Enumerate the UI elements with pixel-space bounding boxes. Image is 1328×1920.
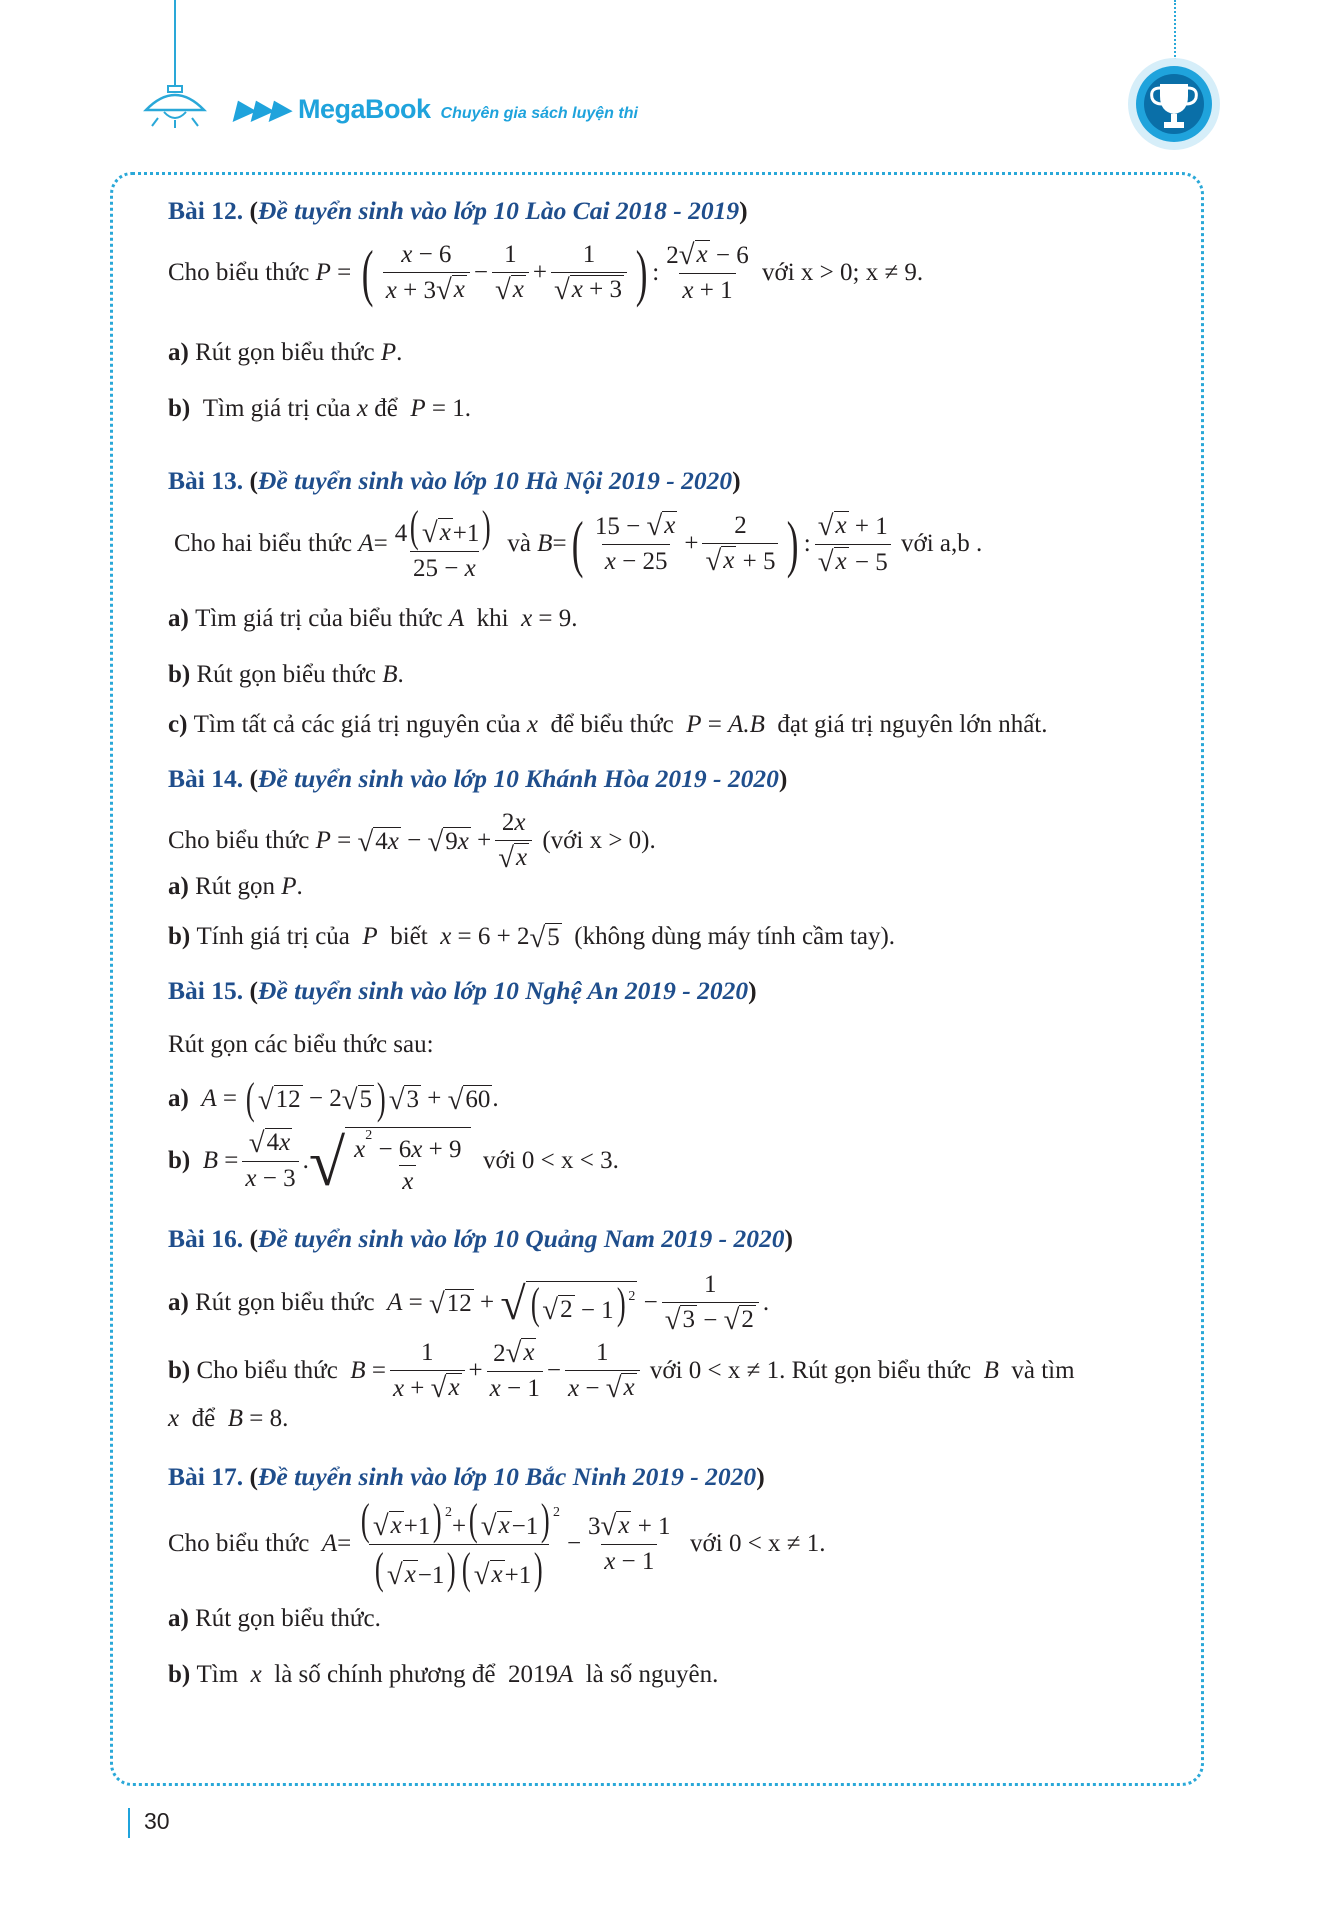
part-label: b)	[168, 1147, 191, 1174]
problem-number: Bài 17.	[168, 1462, 244, 1491]
problem-14-part-a: a) Rút gọn P .	[168, 873, 303, 900]
problem-source: Đề tuyển sinh vào lớp 10 Khánh Hòa 2019 - 2020	[257, 764, 779, 793]
problem-source: Đề tuyển sinh vào lớp 10 Bắc Ninh 2019 - 2020	[257, 1462, 757, 1491]
part-label: b)	[168, 1661, 191, 1688]
problem-13-part-c: c) Tìm tất cả các giá trị nguyên của x để biểu thức P = A.B đạt giá trị nguyên lớn nhất.	[168, 711, 1048, 738]
part-text: Cho biểu thức	[196, 1357, 338, 1384]
part-text: (không dùng máy tính cầm tay).	[574, 923, 896, 950]
problem-source: Đề tuyển sinh vào lớp 10 Hà Nội 2019 - 2020	[257, 466, 733, 495]
problem-number: Bài 15.	[168, 976, 244, 1005]
part-text: Tìm	[196, 1661, 239, 1688]
part-text: Rút gọn	[195, 873, 275, 900]
problem-12-title: Bài 12. ( Đề tuyển sinh vào lớp 10 Lào Cai 2018 - 2019 )	[168, 196, 748, 225]
brand-logo-mark: ▶▶▶	[234, 94, 288, 124]
problem-16-title: Bài 16. ( Đề tuyển sinh vào lớp 10 Quảng Nam 2019 - 2020 )	[168, 1224, 794, 1253]
statement-condition: với 0 < x < 3.	[483, 1147, 619, 1174]
statement-condition: (với x > 0).	[542, 827, 656, 854]
part-label: a)	[168, 1605, 189, 1632]
problem-13-part-b: b) Rút gọn biểu thức B .	[168, 661, 404, 688]
problem-17-statement: Cho biểu thức A = ( √ x +1) $^2$+( √ x −1) $^2$ ( √ x −1) ( √ x +1) − 3 √ x + 1 x − 1 với 0 < x ≠ 1.	[168, 1494, 826, 1593]
part-text: Rút gọn biểu thức.	[195, 1605, 381, 1632]
part-label: b)	[168, 395, 191, 422]
problem-source: Đề tuyển sinh vào lớp 10 Lào Cai 2018 - 2019	[257, 196, 740, 225]
lamp-icon	[138, 84, 212, 128]
problem-source: Đề tuyển sinh vào lớp 10 Quảng Nam 2019 - 2020	[257, 1224, 785, 1253]
problem-13-statement: Cho hai biểu thức A = 4( √ x +1) 25 − x và B = ( 15 − √ x x − 25 + 2 √ x + 5 ) : √ x + 1 √ x − 5 với a,b .	[174, 501, 983, 582]
trophy-icon	[1126, 56, 1222, 152]
problem-16-part-b: b) Cho biểu thức B = 1 x + √ x + 2 √ x x − 1 − 1 x − √ x với 0 < x ≠ 1. Rút gọn biểu thức B và tìm	[168, 1337, 1075, 1404]
part-text: với 0 < x ≠ 1. Rút gọn biểu thức	[649, 1357, 972, 1384]
problem-12-part-a: a) Rút gọn biểu thức P .	[168, 339, 403, 366]
problem-12-part-b: b) Tìm giá trị của x để P = 1.	[168, 395, 471, 422]
statement-intro: Rút gọn các biểu thức sau:	[168, 1031, 434, 1058]
problem-14-statement: Cho biểu thức P = √ 4x − √ 9x + 2x √ x (với x > 0).	[168, 809, 656, 874]
problem-source: Đề tuyển sinh vào lớp 10 Nghệ An 2019 - 2020	[257, 976, 749, 1005]
part-label: a)	[168, 605, 189, 632]
problem-14-part-b: b) Tính giá trị của P biết x = 6 + 2 √ 5 (không dùng máy tính cầm tay).	[168, 921, 896, 954]
part-text: để	[191, 1405, 216, 1432]
brand-tagline: Chuyên gia sách luyện thi	[440, 105, 638, 122]
statement-intro: Cho biểu thức	[168, 259, 310, 286]
part-label: c)	[168, 711, 188, 738]
problem-16-part-b-cont: x để B = 8.	[168, 1405, 289, 1432]
part-text: để biểu thức	[550, 711, 674, 738]
problem-17-part-b: b) Tìm x là số chính phương để 2019 A là số nguyên.	[168, 1661, 719, 1688]
part-text: Rút gọn biểu thức	[195, 1289, 375, 1316]
part-text: Tìm giá trị của	[202, 395, 351, 422]
part-label: a)	[168, 873, 189, 900]
part-text: Tính giá trị của	[196, 923, 350, 950]
statement-intro: Cho biểu thức	[168, 827, 310, 854]
part-label: a)	[168, 1085, 189, 1112]
statement-intro: Cho hai biểu thức	[174, 530, 353, 557]
problem-13-title: Bài 13. ( Đề tuyển sinh vào lớp 10 Hà Nội 2019 - 2020 )	[168, 466, 741, 495]
problem-17-title: Bài 17. ( Đề tuyển sinh vào lớp 10 Bắc Ninh 2019 - 2020 )	[168, 1462, 765, 1491]
statement-condition: với 0 < x ≠ 1.	[690, 1530, 826, 1557]
statement-condition: với a,b .	[901, 530, 983, 557]
problem-15-intro	[168, 1030, 434, 1060]
part-label: a)	[168, 339, 189, 366]
problem-number: Bài 16.	[168, 1224, 244, 1253]
part-text: và tìm	[1011, 1357, 1075, 1384]
statement-condition: với x > 0; x ≠ 9.	[762, 259, 924, 286]
part-label: a)	[168, 1289, 189, 1316]
statement-and: và	[507, 530, 531, 557]
problem-number: Bài 14.	[168, 764, 244, 793]
brand-name: MegaBook	[298, 94, 431, 124]
problem-number: Bài 13.	[168, 466, 244, 495]
part-text: Rút gọn biểu thức	[196, 661, 376, 688]
problem-12-statement: Cho biểu thức P = ( x − 6 x + 3 √ x − 1 √ x + 1 √ x + 3 ) : 2 √ x − 6 x + 1 với x > 0; x ≠ 9.	[168, 237, 924, 308]
lamp-cord	[174, 0, 176, 86]
problem-number: Bài 12.	[168, 196, 244, 225]
problem-15-part-b: b) B = √ 4x x − 3 . √ $\frac{x^2 - 6x + 9}{x}$ với 0 < x < 3.	[168, 1126, 619, 1200]
part-text: Tìm giá trị của biểu thức	[195, 605, 443, 632]
problem-15-part-a: a) A = ( √ 12 − 2 √ 5 ) √ 3 + √ 60 .	[168, 1074, 499, 1123]
part-text: là số nguyên.	[585, 1661, 719, 1688]
part-label: b)	[168, 1357, 191, 1384]
problem-13-part-a: a) Tìm giá trị của biểu thức A khi x = 9.	[168, 605, 578, 632]
brand	[234, 94, 638, 125]
part-text: đạt giá trị nguyên lớn nhất.	[777, 711, 1048, 738]
statement-intro: Cho biểu thức	[168, 1530, 310, 1557]
trophy-cord	[1174, 0, 1176, 60]
part-label: b)	[168, 923, 191, 950]
problem-14-title: Bài 14. ( Đề tuyển sinh vào lớp 10 Khánh Hòa 2019 - 2020 )	[168, 764, 788, 793]
problem-16-part-a: a) Rút gọn biểu thức A = √ 12 + √ ( √ 2 − 1) $^2$ − 1 √ 3 − √ 2 .	[168, 1271, 770, 1336]
part-text: Tìm tất cả các giá trị nguyên của	[193, 711, 521, 738]
problem-15-title: Bài 15. ( Đề tuyển sinh vào lớp 10 Nghệ An 2019 - 2020 )	[168, 976, 757, 1005]
part-label: b)	[168, 661, 191, 688]
part-text: là số chính phương để	[274, 1661, 496, 1688]
page-number	[130, 1808, 170, 1835]
part-text: Rút gọn biểu thức	[195, 339, 375, 366]
problem-17-part-a	[168, 1604, 381, 1634]
page-number-text: 30	[144, 1808, 170, 1834]
part-text: biết	[390, 923, 428, 950]
